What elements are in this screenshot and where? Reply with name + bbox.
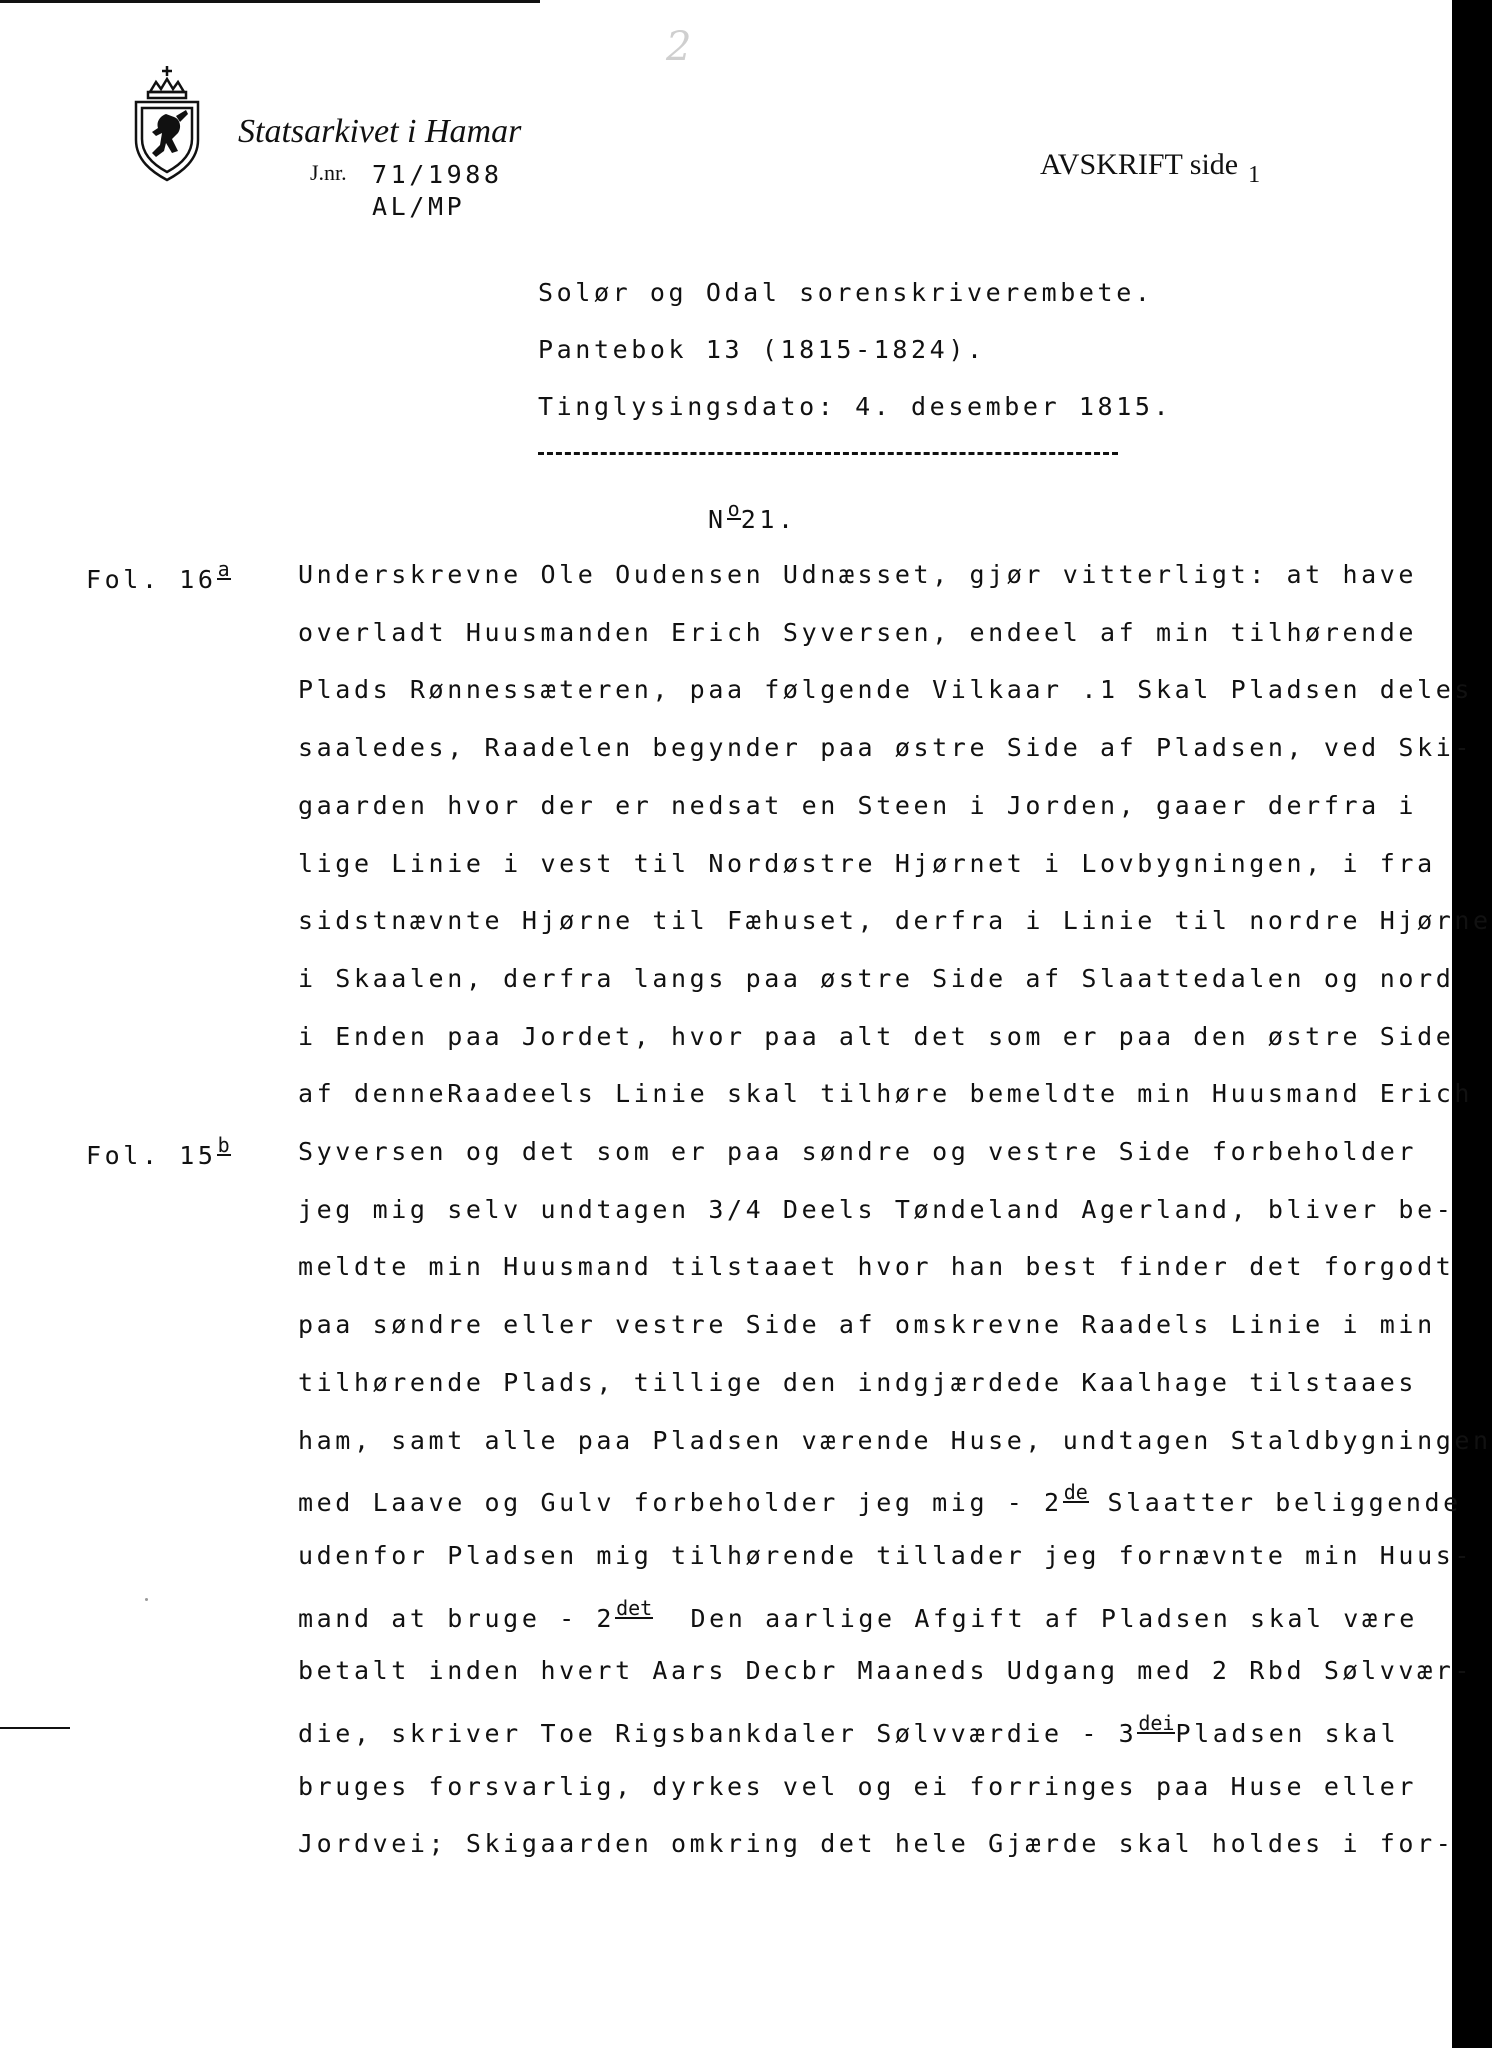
folio-sup: b [217, 1133, 230, 1157]
norwegian-coat-of-arms-icon [128, 64, 206, 182]
text-line: bruges forsvarlig, dyrkes vel og ei forringes paa Huse eller [298, 1771, 1418, 1801]
line-text: Den aarlige Afgift af Pladsen skal være [653, 1603, 1418, 1633]
ordinal-sup: det [616, 1595, 653, 1620]
text-line: tilhørende Plads, tillige den indgjærdede Kaalhage tilstaaes [298, 1367, 1418, 1397]
folio-marker [86, 557, 231, 594]
text-line: lige Linie i vest til Nordøstre Hjørnet i Lovbygningen, i fra [298, 848, 1436, 878]
text-line: Jordvei; Skigaarden omkring det hele Gjærde skal holdes i for- [298, 1829, 1455, 1859]
entry-number [708, 497, 797, 534]
avskrift-page-number: 1 [1248, 162, 1261, 188]
archive-name: Statsarkivet i Hamar [238, 113, 522, 150]
text-line [298, 1480, 1462, 1518]
line-text: mand at bruge - 2 [298, 1603, 616, 1633]
line-text: Slaatter beliggende [1088, 1488, 1462, 1518]
text-line: i Enden paa Jordet, hvor paa alt det som er paa den østre Side [298, 1021, 1455, 1051]
text-line: paa søndre eller vestre Side af omskrevne Raadels Linie i min [298, 1310, 1436, 1340]
line-text: die, skriver Toe Rigsbankdaler Sølvværdie - 3 [298, 1719, 1138, 1748]
text-line: Underskrevne Ole Oudensen Udnæsset, gjør vitterligt: at have [298, 560, 1418, 589]
text-line: gaarden hvor der er nedsat en Steen i Jorden, gaaer derfra i [298, 790, 1418, 820]
registration-date: Tinglysingsdato: 4. desember 1815. [538, 392, 1173, 421]
speck [145, 1598, 148, 1601]
text-line: Syversen og det som er paa søndre og vestre Side forbeholder [298, 1137, 1418, 1166]
text-line: saaledes, Raadelen begynder paa østre Side af Pladsen, ved Ski- [298, 733, 1474, 763]
entry-number-prefix: N [708, 505, 727, 534]
text-line: af denneRaadeels Linie skal tilhøre bemeldte min Huusmand Erich [298, 1079, 1474, 1109]
text-line: Plads Rønnessæteren, paa følgende Vilkaar .1 Skal Pladsen deles [298, 675, 1474, 705]
journal-number: 71/1988 [372, 160, 503, 189]
line-text: Pladsen skal [1175, 1719, 1400, 1748]
entry-number-sup: o [727, 497, 740, 521]
line-text: med Laave og Gulv forbeholder jeg mig - 2 [298, 1488, 1063, 1518]
ordinal-sup: de [1063, 1480, 1088, 1505]
avskrift-heading [1040, 148, 1261, 188]
text-line [298, 1595, 1418, 1633]
folio-sup: a [217, 557, 230, 581]
text-line: ham, samt alle paa Pladsen værende Huse, undtagen Staldbygningen [298, 1425, 1492, 1455]
initials: AL/MP [372, 192, 466, 221]
mortgage-book: Pantebok 13 (1815-1824). [538, 335, 986, 364]
text-line: sidstnævnte Hjørne til Fæhuset, derfra i Linie til nordre Hjørne [298, 906, 1492, 936]
text-line: jeg mig selv undtagen 3/4 Deels Tøndeland Agerland, bliver be- [298, 1194, 1455, 1224]
court-name: Solør og Odal sorenskriverembete. [538, 278, 1154, 307]
top-edge [0, 0, 540, 3]
page-mark: 2 [666, 24, 692, 70]
text-line: betalt inden hvert Aars Decbr Maaneds Udgang med 2 Rbd Sølvvær- [298, 1656, 1474, 1686]
entry-number-value: 21. [740, 505, 797, 534]
folio-marker [86, 1133, 231, 1170]
text-line: udenfor Pladsen mig tilhørende tillader jeg fornævnte min Huus- [298, 1540, 1474, 1570]
ordinal-sup: dei [1138, 1711, 1175, 1735]
journal-number-label: J.nr. [310, 160, 347, 185]
text-line: overladt Huusmanden Erich Syversen, endeel af min tilhørende [298, 617, 1418, 647]
text-line: i Skaalen, derfra langs paa østre Side af Slaattedalen og nord [298, 963, 1455, 993]
text-line: meldte min Huusmand tilstaaet hvor han best finder det forgodt [298, 1252, 1455, 1282]
dashed-divider [538, 452, 1118, 455]
avskrift-label: AVSKRIFT side [1040, 148, 1239, 181]
text-line [298, 1711, 1400, 1748]
margin-tick [0, 1727, 70, 1729]
folio-label: Fol. 15 [86, 1141, 217, 1170]
folio-label: Fol. 16 [86, 565, 217, 594]
